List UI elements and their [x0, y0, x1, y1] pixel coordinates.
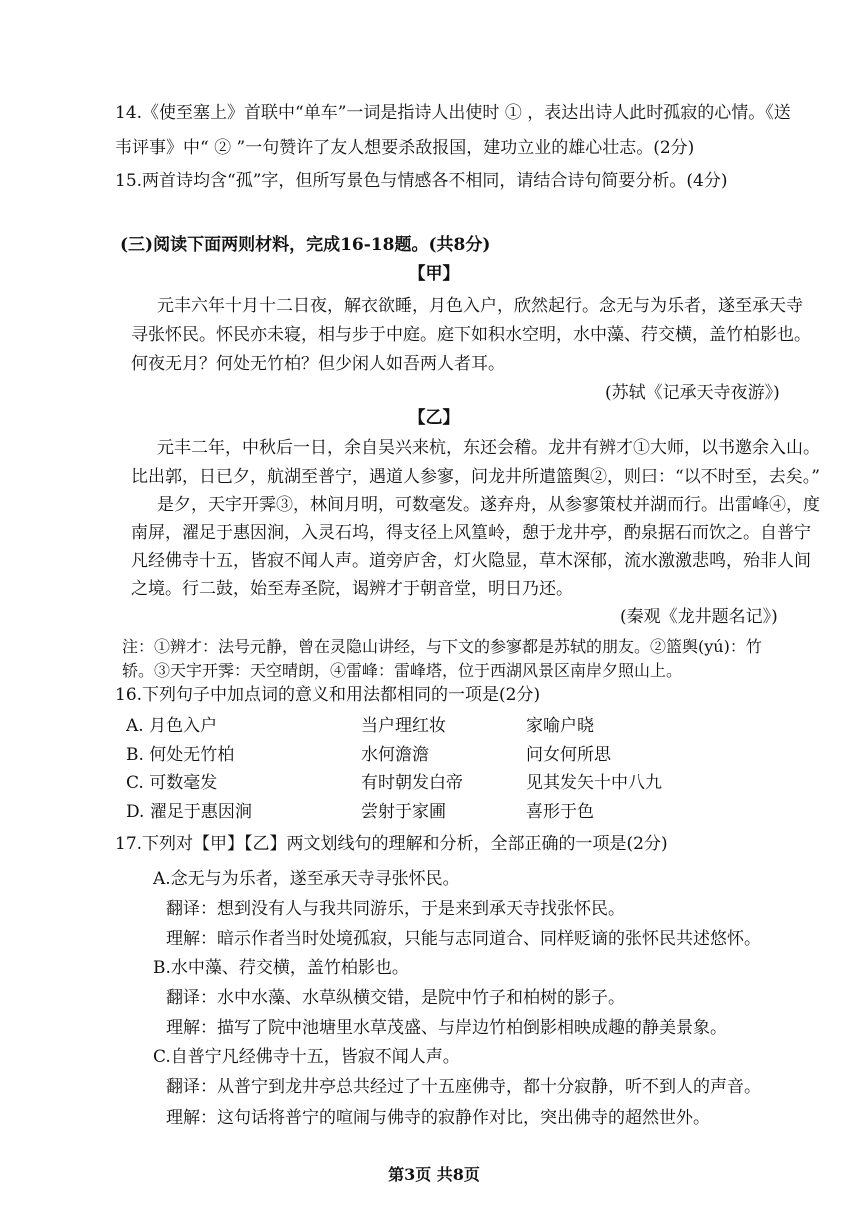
- q14-line2: 韦评事》中“ ② ”一句赞许了友人想要杀敌报国，建功立业的雄心壮志。(2分): [115, 138, 695, 158]
- yi-line-1: 元丰二年，中秋后一日，余自吴兴来杭，东还会稽。龙井有辨才①大师，以书邀余入山。: [157, 438, 820, 458]
- jia-line-1: 元丰六年十月十二日夜，解衣欲睡，月色入户，欣然起行。念无与为乐者，遂至承天寺: [157, 296, 803, 316]
- jia-source: (苏轼《记承天寺夜游》): [605, 383, 780, 403]
- q17-b-translation: 翻译：水中水藻、水草纵横交错，是院中竹子和柏树的影子。: [166, 988, 625, 1008]
- q16-b-col1: B. 何处无竹柏: [126, 745, 235, 765]
- q17-a-understanding: 理解：暗示作者当时处境孤寂，只能与志同道合、同样贬谪的张怀民共述悠怀。: [166, 929, 761, 949]
- yi-line-2: 比出郭，日已夕，航湖至普宁，遇道人参寥，问龙井所遣篮舆②，则曰：“以不时至，去矣。”: [131, 467, 820, 487]
- q16-d-col3: 喜形于色: [526, 802, 594, 822]
- yi-line-6: 之境。行二鼓，始至寿圣院，谒辨才于朝音堂，明日乃还。: [131, 579, 573, 599]
- q16-option-b: [126, 745, 746, 765]
- q16-a-col1: A. 月色入户: [126, 716, 218, 736]
- q17-c-translation: 翻译：从普宁到龙井亭总共经过了十五座佛寺，都十分寂静，听不到人的声音。: [166, 1077, 761, 1097]
- page-footer: 第3页 共8页: [388, 1165, 480, 1184]
- q17-b-sentence: B.水中藻、荇交横，盖竹柏影也。: [153, 958, 409, 978]
- q15-text: 15.两首诗均含“孤”字，但所写景色与情感各不相同，请结合诗句简要分析。(4分): [115, 171, 728, 191]
- yi-source: (秦观《龙井题名记》): [620, 607, 778, 627]
- q17-a-sentence: A.念无与为乐者，遂至承天寺寻张怀民。: [153, 869, 460, 889]
- q17-stem: 17.下列对【甲】【乙】两文划线句的理解和分析，全部正确的一项是(2分): [115, 834, 668, 854]
- q16-d-col2: 尝射于家圃: [361, 802, 446, 822]
- q16-option-a: [126, 716, 746, 736]
- q17-b-understanding: 理解：描写了院中池塘里水草茂盛、与岸边竹柏倒影相映成趣的静美景象。: [166, 1018, 727, 1038]
- yi-line-3: 是夕，天宇开霁③，林间月明，可数毫发。遂弃舟，从参寥策杖并湖而行。出雷峰④，度: [157, 495, 820, 515]
- q16-option-c: [126, 773, 746, 793]
- q16-stem: 16.下列句子中加点词的意义和用法都相同的一项是(2分): [115, 685, 541, 705]
- jia-line-3: 何夜无月？何处无竹柏？但少闲人如吾两人者耳。: [131, 354, 505, 374]
- q16-a-col3: 家喻户晓: [526, 716, 594, 736]
- yi-line-4: 南屏，濯足于惠因涧，入灵石坞，得支径上风篁岭，憩于龙井亭，酌泉据石而饮之。自普宁: [131, 523, 811, 543]
- q16-d-col1: D. 濯足于惠因涧: [126, 802, 252, 822]
- q16-b-col3: 问女何所思: [526, 745, 611, 765]
- q17-c-sentence: C.自普宁凡经佛寺十五，皆寂不闻人声。: [153, 1047, 460, 1067]
- q17-a-translation: 翻译：想到没有人与我共同游乐，于是来到承天寺找张怀民。: [166, 899, 625, 919]
- q16-c-col2: 有时朝发白帝: [361, 773, 463, 793]
- q14-line1: 14.《使至塞上》首联中“单车”一词是指诗人出使时 ① ，表达出诗人此时孤寂的心情。《送: [115, 103, 791, 123]
- q16-b-col2: 水何澹澹: [361, 745, 429, 765]
- note-line-1: 注：①辨才：法号元静，曾在灵隐山讲经，与下文的参寥都是苏轼的朋友。②篮舆(yú)：竹: [122, 637, 762, 656]
- yi-title: 【乙】: [408, 408, 460, 428]
- yi-line-5: 凡经佛寺十五，皆寂不闻人声。道旁庐舍，灯火隐显，草木深郁，流水激激悲鸣，殆非人间: [131, 551, 811, 571]
- note-line-2: 轿。③天宇开霁：天空晴朗，④雷峰：雷峰塔，位于西湖风景区南岸夕照山上。: [122, 661, 683, 680]
- q16-option-d: [126, 802, 746, 822]
- jia-title: 【甲】: [408, 264, 460, 284]
- jia-line-2: 寻张怀民。怀民亦未寝，相与步于中庭。庭下如积水空明，水中藻、荇交横，盖竹柏影也。: [131, 325, 811, 345]
- section3-heading: (三)阅读下面两则材料，完成16-18题。(共8分): [120, 235, 491, 255]
- q16-c-col3: 见其发矢十中八九: [526, 773, 662, 793]
- q16-a-col2: 当户理红妆: [361, 716, 446, 736]
- q16-c-col1: C. 可数毫发: [126, 773, 218, 793]
- q17-c-understanding: 理解：这句话将普宁的喧闹与佛寺的寂静作对比，突出佛寺的超然世外。: [166, 1108, 710, 1128]
